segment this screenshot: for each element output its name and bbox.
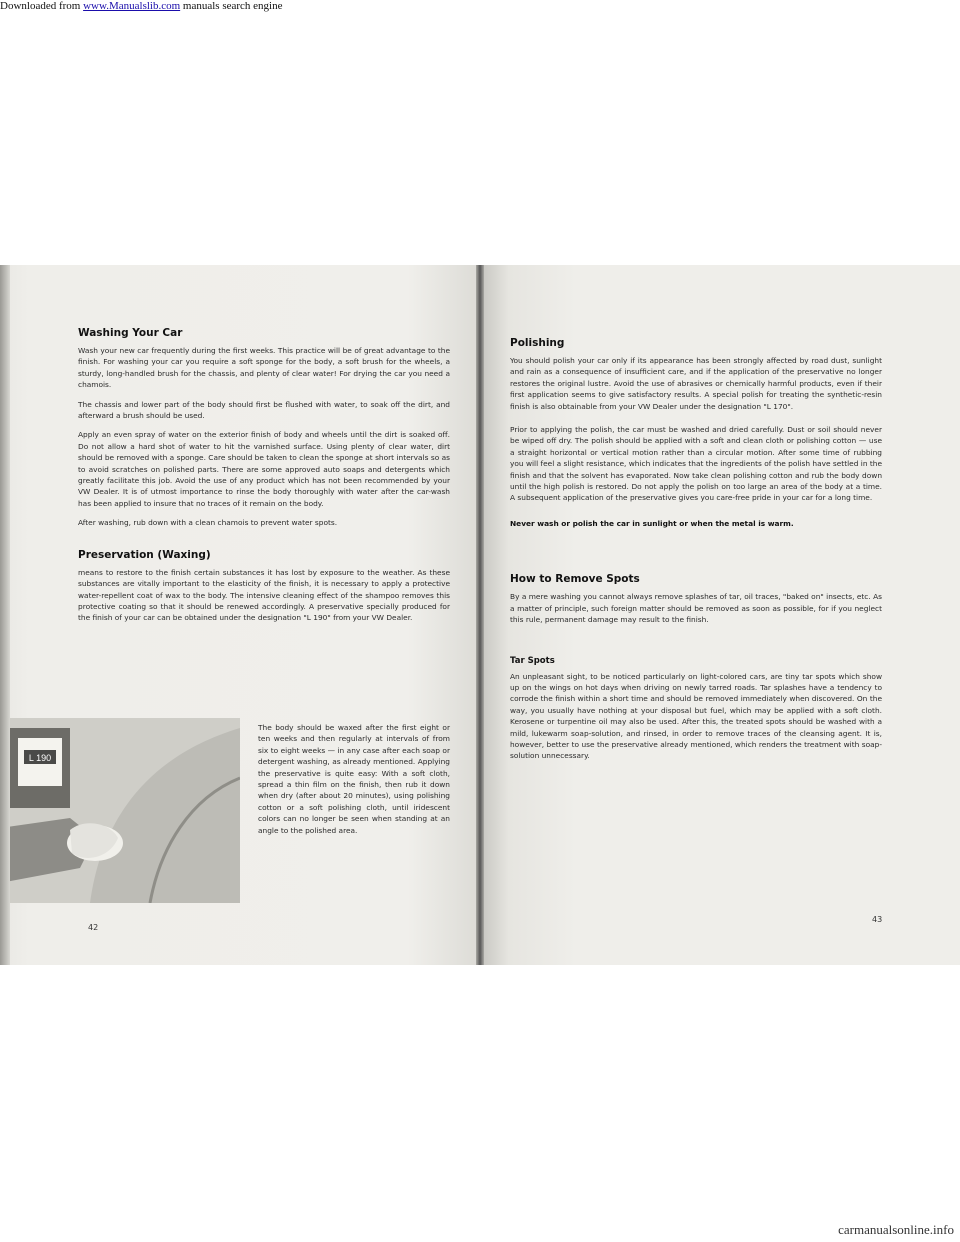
left-text-column bbox=[78, 327, 450, 632]
washing-heading: Washing Your Car bbox=[78, 327, 183, 339]
washing-paragraph-4: After washing, rub down with a clean chamois to prevent water spots. bbox=[78, 518, 338, 528]
manualslib-link[interactable]: www.Manualslib.com bbox=[83, 0, 181, 12]
waxing-paragraph: The body should be waxed after the first eight or ten weeks and then regularly at intervals of from six to eight weeks — in any case after each soap or detergent washing, as already mentioned. Applying the preservative is quite easy: With a soft cloth, spread a thin film on the finish, then rub it down when dry (after about 20 minutes), using polishing cotton or a soft polishing cloth, until iridescent colors can no longer be seen when standing at an angle to the polished area. bbox=[258, 723, 450, 835]
page-edge bbox=[0, 265, 10, 965]
banner-prefix: Downloaded from bbox=[0, 0, 84, 12]
waxing-column bbox=[258, 722, 450, 844]
remove-spots-paragraph: By a mere washing you cannot always remove splashes of tar, oil traces, "baked on" insects, etc. As a matter of principle, such foreign matter should be removed as soon as possible, for if you neglect this rule, permanent damage may result to the finish. bbox=[510, 592, 882, 625]
preservation-paragraph: means to restore to the finish certain substances it has lost by exposure to the weather. As these substances are vitally important to the elasticity of the finish, it is necessary to apply a protective water-repellent coat of wax to the body. The intensive cleaning effect of the shampoo removes this protective coating so that it should be renewed accordingly. A preservative specially produced for the finish of your car can be obtained under the designation "L 190" from your VW Dealer. bbox=[78, 567, 450, 623]
right-text-column bbox=[510, 337, 882, 770]
page-number-left: 42 bbox=[88, 923, 99, 932]
download-banner bbox=[0, 0, 282, 12]
tar-spots-paragraph: An unpleasant sight, to be noticed particularly on light-colored cars, are tiny tar spots which show up on the wings on hot days when driving on newly tarred roads. Tar splashes have a tendency to corrode the finish within a short time and should be removed immediately when discovered. On the way, you usually have nothing at your disposal but fuel, which may be applied with a soft cloth. Kerosene or turpentine oil may also be used. After this, the treated spots should be washed with a mild, lukewarm soap-solution, and rinsed, in order to remove traces of the cleansing agent. It is, however, better to use the preservative already mentioned, which renders the treatment with soap-solution unnecessary. bbox=[510, 671, 882, 761]
tar-spots-heading: Tar Spots bbox=[510, 655, 555, 666]
washing-paragraph-1: Wash your new car frequently during the first weeks. This practice will be of great advantage to the finish. For washing your car you require a soft sponge for the body, a soft brush for the wheels, a sturdy, long-handled brush for the chassis, and plenty of clear water! For drying the car you need a chamois. bbox=[78, 346, 450, 390]
polishing-paragraph-1: You should polish your car only if its appearance has been strongly affected by road dust, sunlight and rain as a consequence of insufficient care, and if the application of the preservative no longer restores the original lustre. Avoid the use of abrasives or chemically harmful products, even if their first application seems to give satisfactory results. A special polish for treating the synthetic-resin finish is also obtainable from your VW Dealer under the designation "L 170". bbox=[510, 356, 882, 411]
right-page bbox=[480, 265, 960, 965]
preservation-heading: Preservation (Waxing) bbox=[78, 548, 211, 561]
watermark-footer: carmanualsonline.info bbox=[838, 1222, 954, 1237]
can-label: L 190 bbox=[28, 753, 52, 763]
page-number-right: 43 bbox=[872, 915, 883, 924]
left-page bbox=[0, 265, 480, 965]
washing-paragraph-3: Apply an even spray of water on the exterior finish of body and wheels until the dirt is soaked off. Do not allow a hard shot of water to hit the varnished surface. Using plenty of clear water, dirt should be removed with a sponge. Care should be taken to clean the sponge at short intervals so as to avoid scratches on polished parts. There are some approved auto soaps and detergents which greatly facilitate this job. Avoid the use of any product which has not been recommended by your VW Dealer. It is of utmost importance to rinse the body thoroughly with water after the car-wash has been applied to insure that no traces of it remain on the body. bbox=[78, 430, 450, 508]
washing-paragraph-2: The chassis and lower part of the body should first be flushed with water, to soak off the dirt, and afterward a brush should be used. bbox=[78, 399, 450, 421]
remove-spots-heading: How to Remove Spots bbox=[510, 573, 640, 586]
banner-suffix: manuals search engine bbox=[180, 0, 283, 12]
waxing-illustration bbox=[0, 718, 240, 903]
warning-note: Never wash or polish the car in sunlight or when the metal is warm. bbox=[510, 518, 794, 528]
waxing-photo bbox=[0, 718, 240, 903]
polishing-heading: Polishing bbox=[510, 337, 565, 349]
polishing-paragraph-2: Prior to applying the polish, the car must be washed and dried carefully. Dust or soil should never be wiped off dry. The polish should be applied with a soft and clean cloth or polishing cotton — use a straight horizontal or vertical motion rather than a circular motion. After some time of rubbing you will feel a slight resistance, which indicates that the ingredients of the polish have settled in the finish and that the solvent has evaporated. Now take clean polishing cotton and rub the body down until the high polish is restored. Do not apply the polish on too large an area of the body at a time. A subsequent application of the preservative gives you care-free pride in your car for a long time. bbox=[510, 425, 882, 503]
book-gutter bbox=[476, 265, 484, 965]
